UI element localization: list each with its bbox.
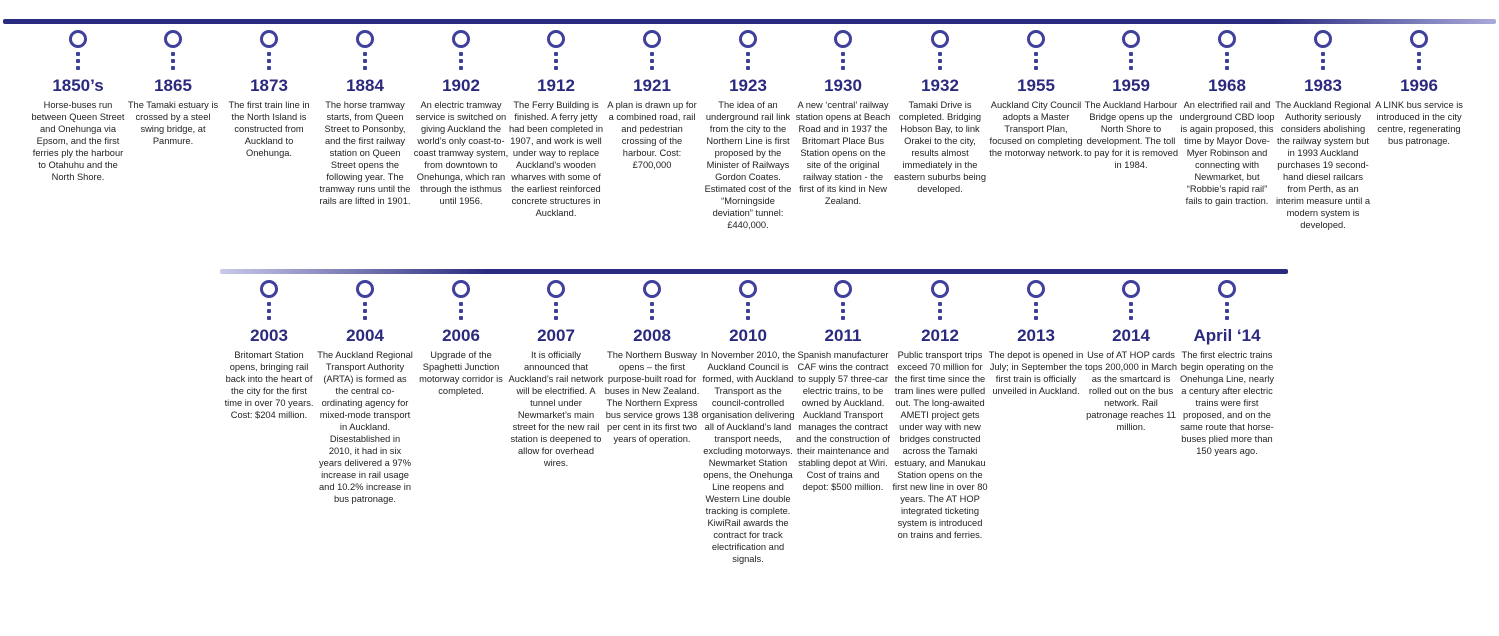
location-pin-icon	[930, 280, 950, 320]
location-pin-icon	[451, 280, 471, 320]
event-year: 1959	[1112, 76, 1150, 95]
location-pin-icon	[259, 30, 279, 70]
event-description: The idea of an underground rail link from the city to the Northern Line is first proposed by the Minister of Railways Gordon Coates. Estimated cost of the “Morningside deviation” tunnel: £440,000.	[704, 100, 792, 230]
timeline-event	[508, 30, 604, 219]
event-year: 1932	[921, 76, 959, 95]
timeline-event	[1083, 280, 1179, 433]
event-year: 1884	[346, 76, 384, 95]
location-pin-icon	[642, 280, 662, 320]
timeline-event	[1275, 30, 1371, 231]
event-year: 1983	[1304, 76, 1342, 95]
event-description: The first electric trains begin operating on the Onehunga Line, nearly a century after electric trains were first proposed, and on the same route that horse-buses plied more than 150 years ago.	[1179, 350, 1275, 456]
location-pin-icon	[1121, 30, 1141, 70]
location-pin-icon	[259, 280, 279, 320]
event-description: Horse-buses run between Queen Street and Onehunga via Epsom, and the first ferries ply the harbour to Otahuhu and the North Shore.	[31, 100, 125, 182]
event-year: 1865	[154, 76, 192, 95]
location-pin-icon	[833, 30, 853, 70]
event-description: Upgrade of the Spaghetti Junction motorway corridor is completed.	[419, 350, 503, 396]
location-pin-icon	[546, 30, 566, 70]
event-year: 1930	[824, 76, 862, 95]
timeline-event	[1083, 30, 1179, 171]
event-year: 1912	[537, 76, 575, 95]
event-description: An electric tramway service is switched on giving Auckland the world’s only coast-to-coast tramway system, from downtown to Onehunga, which ran through the isthmus until 1956.	[413, 100, 509, 206]
event-description: The Auckland Regional Transport Authority (ARTA) is formed as the central co-ordinating agency for mixed-mode transport in Auckland. Disestablished in 2010, it had in six years delivered a 97% increase in rail usage and 10.2% increase in bus patronage.	[317, 350, 413, 504]
timeline-event	[30, 30, 126, 183]
timeline-event	[700, 30, 796, 231]
event-year: 2014	[1112, 326, 1150, 345]
event-year: 1873	[250, 76, 288, 95]
location-pin-icon	[833, 280, 853, 320]
timeline-event	[413, 280, 509, 397]
timeline-event	[604, 30, 700, 171]
event-year: 1968	[1208, 76, 1246, 95]
location-pin-icon	[68, 30, 88, 70]
event-year: 1921	[633, 76, 671, 95]
event-description: The Ferry Building is finished. A ferry jetty had been completed in 1907, and work is well under way to replace Auckland’s wooden wharves with some of the earliest reinforced concrete structures in Auckland.	[508, 100, 604, 218]
event-year: 2011	[824, 326, 862, 345]
event-year: 2004	[346, 326, 384, 345]
event-year: 2003	[250, 326, 288, 345]
timeline-event	[1371, 30, 1467, 147]
event-year: 2013	[1017, 326, 1055, 345]
location-pin-icon	[738, 280, 758, 320]
event-description: The Auckland Harbour Bridge opens up the North Shore to development. The toll to pay for it is removed in 1984.	[1083, 100, 1179, 170]
event-year: 1923	[729, 76, 767, 95]
location-pin-icon	[1409, 30, 1429, 70]
event-description: A new ‘central’ railway station opens at Beach Road and in 1937 the Britomart Place Bus Station opens on the site of the original railway station - the first of its kind in New Zealand.	[795, 100, 891, 206]
location-pin-icon	[355, 280, 375, 320]
event-description: Spanish manufacturer CAF wins the contract to supply 57 three-car electric trains, to be owned by Auckland. Auckland Transport manages the contract and the construction of their maintenance and stabling depot at Wiri. Cost of trains and depot: $500 million.	[795, 350, 891, 492]
event-year: 1955	[1017, 76, 1055, 95]
event-description: The first train line in the North Island is constructed from Auckland to Onehunga.	[228, 100, 310, 158]
location-pin-icon	[1121, 280, 1141, 320]
timeline-event	[221, 280, 317, 421]
event-year: 1850’s	[52, 76, 104, 95]
timeline-event	[1179, 280, 1275, 457]
timeline-event	[892, 30, 988, 195]
event-description: The Auckland Regional Authority seriously considers abolishing the railway system but in 1993 Auckland purchases 19 second-hand diesel railcars from Perth, as an interim measure until a modern system is developed.	[1275, 100, 1371, 230]
event-year: 2008	[633, 326, 671, 345]
location-pin-icon	[1026, 280, 1046, 320]
location-pin-icon	[546, 280, 566, 320]
timeline-event	[988, 30, 1084, 159]
event-description: Auckland City Council adopts a Master Transport Plan, focused on completing the motorway network.	[989, 100, 1083, 158]
location-pin-icon	[451, 30, 471, 70]
location-pin-icon	[930, 30, 950, 70]
event-description: It is officially announced that Auckland’s rail network will be electrified. A tunnel under Newmarket’s main street for the new rail station is deepened to allow for overhead wires.	[508, 350, 604, 468]
location-pin-icon	[1217, 280, 1237, 320]
event-description: An electrified rail and underground CBD loop is again proposed, this time by Mayor Dove-Myer Robinson and connecting with Newmarket, but “Robbie’s rapid rail” fails to gain traction.	[1179, 100, 1275, 206]
event-year: April ‘14	[1193, 326, 1261, 345]
timeline-line-top	[3, 19, 1496, 24]
event-description: The depot is opened in July; in September the first train is officially unveiled in Auckland.	[988, 350, 1084, 396]
event-description: In November 2010, the Auckland Council is formed, with Auckland Transport as the council-controlled organisation delivering all of Auckland’s land transport needs, excluding motorways. Newmarket Station opens, the Onehunga Line reopens and Western Line double tracking is complete. KiwiRail awards the contract for track electrification and signals.	[700, 350, 796, 564]
timeline-event	[892, 280, 988, 541]
event-description: Public transport trips exceed 70 million for the first time since the tram lines were pulled out. The long-awaited AMETI project gets under way with new bridges constructed across the Tamaki estuary, and Manukau Station opens on the first new line in over 80 years. The AT HOP integrated ticketing system is introduced on trains and ferries.	[892, 350, 988, 540]
event-description: A plan is drawn up for a combined road, rail and pedestrian crossing of the harbour. Cost: £700,000	[607, 100, 697, 170]
location-pin-icon	[163, 30, 183, 70]
location-pin-icon	[1026, 30, 1046, 70]
timeline-event	[317, 280, 413, 505]
timeline-event	[604, 280, 700, 445]
timeline-event	[125, 30, 221, 147]
location-pin-icon	[355, 30, 375, 70]
event-description: The Northern Busway opens – the first purpose-built road for buses in New Zealand. The Northern Express bus service grows 138 per cent in its first two years of operation.	[604, 350, 700, 444]
timeline-event	[1179, 30, 1275, 207]
event-description: A LINK bus service is introduced in the city centre, regenerating bus patronage.	[1375, 100, 1463, 146]
event-year: 1996	[1400, 76, 1438, 95]
timeline-event	[508, 280, 604, 469]
timeline-event	[317, 30, 413, 207]
event-description: The horse tramway starts, from Queen Street to Ponsonby, and the first railway station on Queen Street opens the following year. The tramway runs until the rails are lifted in 1901.	[319, 100, 411, 206]
timeline-event	[221, 30, 317, 159]
event-year: 2012	[921, 326, 959, 345]
event-year: 1902	[442, 76, 480, 95]
timeline-event	[413, 30, 509, 207]
location-pin-icon	[738, 30, 758, 70]
event-description: The Tamaki estuary is crossed by a steel swing bridge, at Panmure.	[127, 100, 219, 146]
location-pin-icon	[1217, 30, 1237, 70]
event-description: Tamaki Drive is completed. Bridging Hobson Bay, to link Orakei to the city, results almost immediately in the eastern suburbs being developed.	[894, 100, 986, 194]
timeline-line-bottom	[220, 269, 1288, 274]
event-year: 2007	[537, 326, 575, 345]
timeline-event	[700, 280, 796, 565]
event-description: Use of AT HOP cards tops 200,000 in March as the smartcard is rolled out on the bus network. Rail patronage reaches 11 million.	[1085, 350, 1177, 432]
timeline-event	[795, 30, 891, 207]
location-pin-icon	[642, 30, 662, 70]
timeline-event	[795, 280, 891, 493]
location-pin-icon	[1313, 30, 1333, 70]
event-description: Britomart Station opens, bringing rail back into the heart of the city for the first time in over 70 years. Cost: $204 million.	[224, 350, 314, 420]
event-year: 2010	[729, 326, 767, 345]
timeline-event	[988, 280, 1084, 397]
event-year: 2006	[442, 326, 480, 345]
